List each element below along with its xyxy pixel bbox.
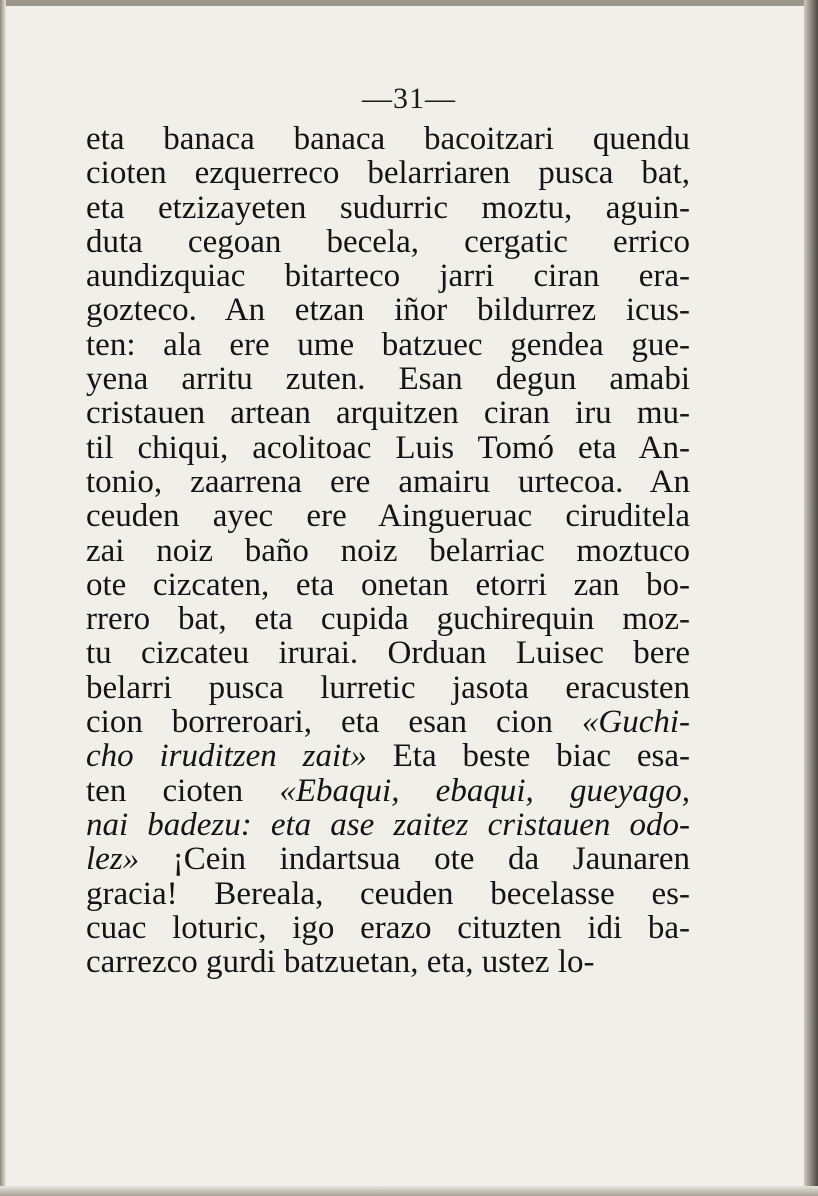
text-line: gracia! Bereala, ceuden becelasse es- (86, 875, 690, 912)
text-line: yena arritu zuten. Esan degun amabi (86, 361, 690, 398)
text-line: aundizquiac bitarteco jarri ciran era- (86, 258, 690, 295)
text-line-mixed (86, 774, 690, 808)
text-line: rrero bat, eta cupida guchirequin moz- (86, 601, 690, 638)
page-edge-top (0, 0, 818, 6)
text-line: cioten ezquerreco belarriaren pusca bat, (86, 155, 690, 192)
text-line: gozteco. An etzan iñor bildurrez icus- (86, 292, 690, 329)
page-edge-bottom (0, 1186, 818, 1196)
text-line-italic (86, 808, 690, 842)
page-edge-right (804, 0, 818, 1196)
text-segment: ten cioten (86, 772, 280, 809)
text-line: ten: ala ere ume batzuec gendea gue- (86, 326, 690, 363)
text-line: tu cizcateu irurai. Orduan Luisec bere (86, 635, 690, 672)
text-segment: Eta beste biac esa- (366, 738, 690, 775)
text-line: tonio, zaarrena ere amairu urtecoa. An (86, 463, 690, 500)
text-segment: ¡Cein indartsua ote da Jaunaren (139, 841, 690, 878)
text-line: cuac loturic, igo erazo cituzten idi ba- (86, 909, 690, 946)
text-line: cristauen artean arquitzen ciran iru mu- (86, 395, 690, 432)
body-text (86, 122, 690, 979)
text-line-mixed (86, 842, 690, 876)
italic-segment: «Guchi- (581, 704, 690, 741)
text-line: ceuden ayec ere Aingueruac ciruditela (86, 498, 690, 535)
page-edge-left (0, 0, 6, 1196)
italic-segment: lez» (86, 841, 140, 878)
text-line: til chiqui, acolitoac Luis Tomó eta An- (86, 429, 690, 466)
text-segment: cion borreroari, eta esan cion (86, 704, 582, 741)
text-line: ote cizcaten, eta onetan etorri zan bo- (86, 566, 690, 603)
text-line: carrezco gurdi batzuetan, eta, ustez lo- (86, 944, 595, 981)
text-line: duta cegoan becela, cergatic errico (86, 223, 690, 260)
text-line: belarri pusca lurretic jasota eracusten (86, 669, 690, 706)
page-number: —31— (362, 82, 456, 115)
italic-segment: «Ebaqui, ebaqui, gueyago, (279, 772, 691, 809)
italic-segment: cho iruditzen zait» (86, 738, 367, 775)
text-line: eta banaca banaca bacoitzari quendu (86, 121, 690, 157)
italic-segment: nai badezu: eta ase zaitez cristauen odo- (86, 806, 690, 843)
text-line-mixed (86, 705, 690, 739)
text-line-mixed (86, 739, 690, 773)
text-line: eta etzizayeten sudurric moztu, aguin- (86, 189, 690, 226)
text-line: zai noiz baño noiz belarriac moztuco (86, 532, 690, 569)
